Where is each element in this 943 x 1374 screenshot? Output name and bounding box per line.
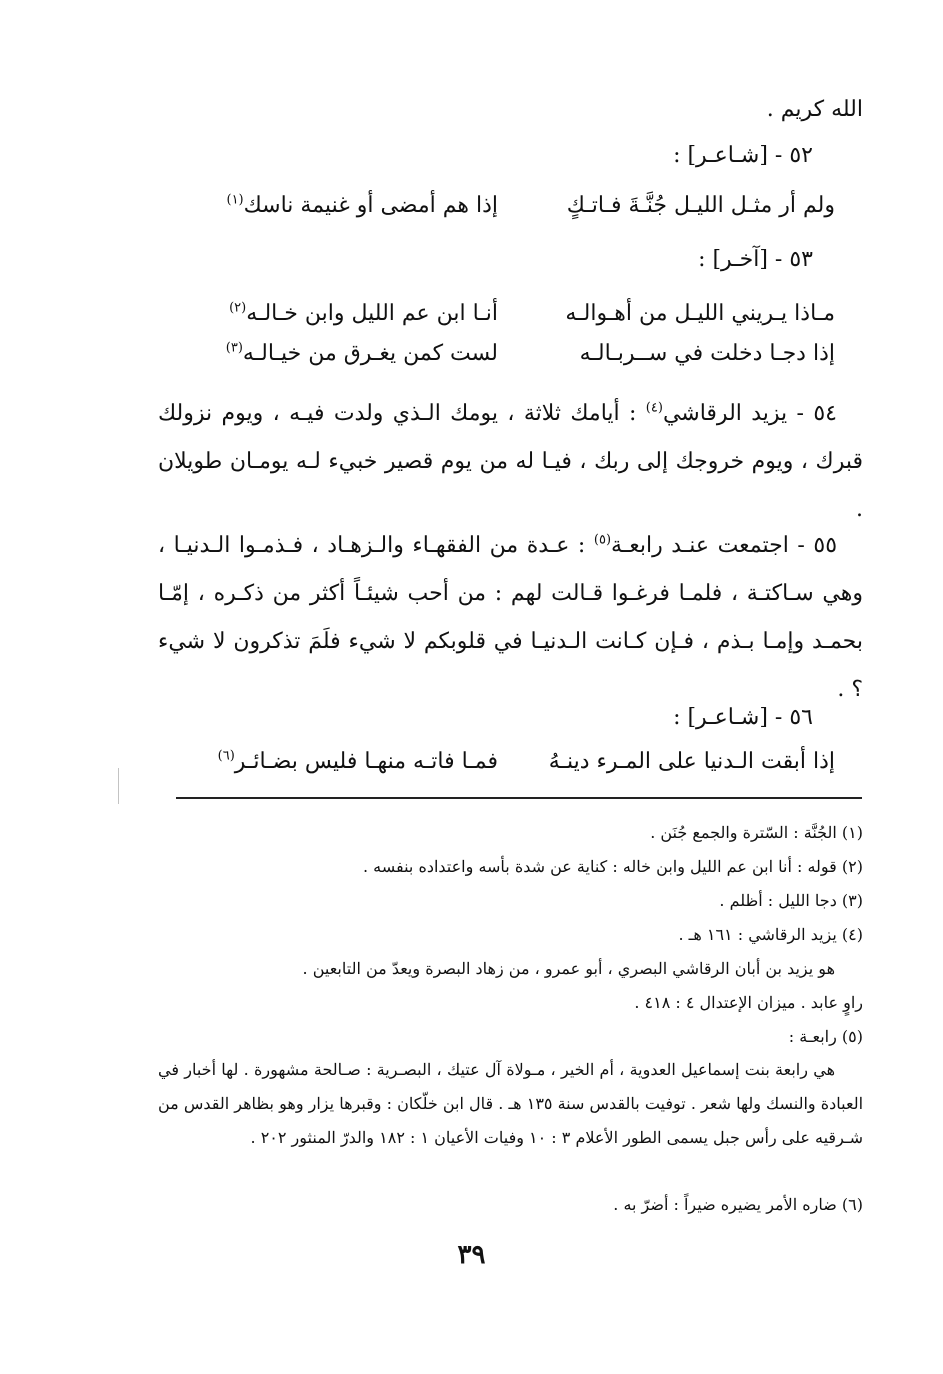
footnote-4-line-b: راوٍ عابد . ميزان الإعتدال ٤ : ٤١٨ . xyxy=(634,993,863,1012)
footnote-ref-6: (٦) xyxy=(217,748,235,764)
paragraph-54-lead: ٥٤ - يزيد الرقاشي xyxy=(662,401,837,426)
heading-56: ٥٦ - [شـاعـر] : xyxy=(673,705,813,730)
verse-53-2-second-hemistich xyxy=(226,340,498,368)
verse-56-second-hemistich xyxy=(218,748,498,776)
verse-53-2-first-hemistich: إذا دجـا دخلت في ســربـالـه xyxy=(579,341,835,366)
footnote-5: (٥) رابعـة : xyxy=(788,1027,863,1046)
page-number: ٣٩ xyxy=(457,1240,486,1270)
footnote-ref-1: (١) xyxy=(226,192,244,208)
verse-52-second-text: إذا هم أمضى أو غنيمة ناسك xyxy=(243,193,498,218)
heading-53: ٥٣ - [آخـر] : xyxy=(698,247,813,272)
line-allah-karim: الله كريم . xyxy=(766,97,863,122)
paragraph-55-lead: ٥٥ - اجتمعت عنـد رابعـة xyxy=(611,533,838,558)
footnote-2: (٢) قوله : أنا ابن عم الليل وابن خاله : كناية عن شدة بأسه واعتداده بنفسه . xyxy=(362,857,863,876)
footnote-3: (٣) دجا الليل : أظلم . xyxy=(719,891,863,910)
paragraph-55 xyxy=(158,522,863,714)
footnote-divider xyxy=(176,797,862,799)
footnote-ref-2: (٢) xyxy=(229,300,247,316)
verse-53-1-first-hemistich: مـاذا يـريني الليـل من أهـوالـه xyxy=(565,301,835,326)
verse-52-second-hemistich xyxy=(226,192,498,220)
verse-56-second-text: فمـا فاتـه منهـا فليس بضـائـر xyxy=(234,749,498,774)
footnote-4: (٤) يزيد الرقاشي : ١٦١ هـ . xyxy=(678,925,863,944)
footnote-ref-3: (٣) xyxy=(225,340,243,356)
heading-52: ٥٢ - [شـاعـر] : xyxy=(673,143,813,168)
paragraph-54 xyxy=(158,390,863,534)
footnote-ref-5: (٥) xyxy=(593,532,612,548)
verse-53-1-second-text: أنـا ابن عم الليل وابن خـالـه xyxy=(246,301,498,326)
footnote-1: (١) الجُنَّة : السّترة والجمع جُنَن . xyxy=(650,823,863,842)
verse-56-first-hemistich: إذا أبقت الـدنيا على المـرء دينـهُ xyxy=(548,749,835,774)
footnote-4-line-a: هو يزيد بن أبان الرقاشي البصري ، أبو عمرو ، من زهاد البصرة ويعدّ من التابعين . xyxy=(302,959,835,978)
verse-53-2-second-text: لست كمن يغـرق من خيـالـه xyxy=(242,341,498,366)
verse-52-first-hemistich: ولم أر مثـل الليـل جُنَّـةَ فـاتـكٍ xyxy=(566,193,835,218)
paragraph-55-body: : عـدة من الفقهـاء والـزهـاد ، فـذمـوا الـدنيـا ، وهي سـاكتـة ، فلمـا فرغـوا قـالت لهم : من أحب شيئـاً أكثر من ذكـره ، إمّـا بحمـد وإمـا بـذم ، فـإن كـانت الـدنيـا في قلوبكم لا شيء فلَمَ تذكرون لا شيء ؟ . xyxy=(158,533,863,702)
footnote-5-body: هي رابعة بنت إسماعيل العدوية ، أم الخير ، مـولاة آل عتيك ، البصـرية : صـالحة مشهورة . لها أخبار في العبادة والنسك ولها شعر . توفيت بالقدس سنة ١٣٥ هـ . قال ابن خلّكان : وقبرها يزار وهو بظاهر القدس من شـرقيه على رأس جبل يسمى الطور الأعلام ٣ : ١٠ وفيات الأعيان ١ : ١٨٢ والدرّ المنثور ٢٠٢ . xyxy=(158,1060,864,1147)
margin-mark xyxy=(118,768,125,804)
paragraph-54-body: : أيامك ثلاثة ، يومك الـذي ولدت فيـه ، ويوم نزولك قبرك ، ويوم خروجك إلى ربك ، فيـا له من يوم قصير خبيء لـه يومـان طويلان . xyxy=(158,401,863,522)
verse-53-1-second-hemistich xyxy=(229,300,498,328)
footnote-6: (٦) ضاره الأمر يضيره ضيراً : أضرّ به . xyxy=(613,1195,863,1214)
footnote-ref-4: (٤) xyxy=(645,400,663,416)
